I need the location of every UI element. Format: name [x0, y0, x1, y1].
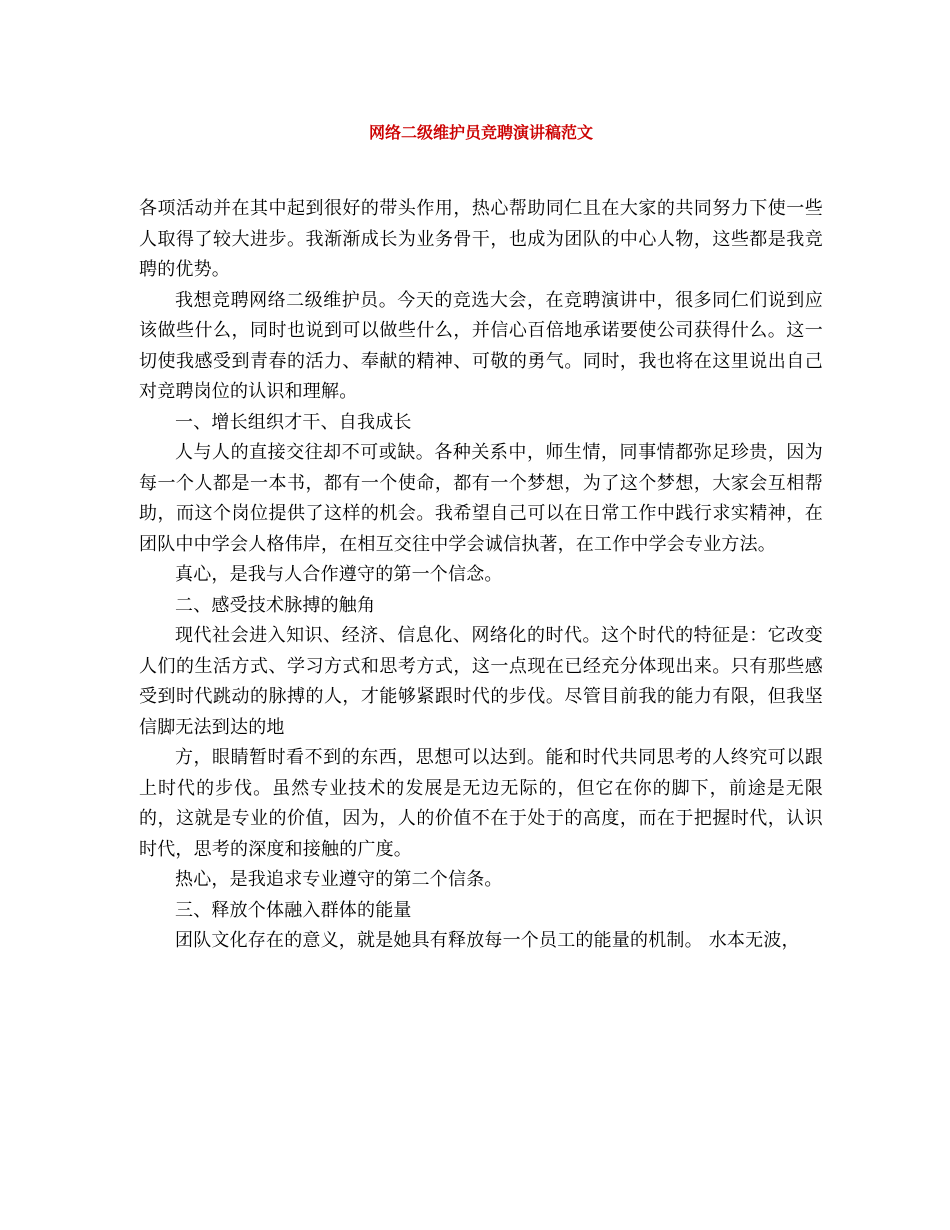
section-heading-3: 三、释放个体融入群体的能量	[175, 899, 412, 921]
document-page	[139, 118, 823, 957]
paragraph-6: 方，眼睛暂时看不到的东西，思想可以达到。能和时代共同思考的人终究可以跟上时代的步伐。虽然专业技术的发展是无边无际的，但它在你的脚下，前途是无限的，这就是专业的价值，因为，人的价值不在于处于的高度，而在于把握时代，认识时代，思考的深度和接触的广度。	[139, 747, 823, 860]
paragraph-2: 我想竞聘网络二级维护员。今天的竞选大会，在竞聘演讲中，很多同仁们说到应该做些什么，同时也说到可以做些什么，并信心百倍地承诺要使公司获得什么。这一切使我感受到青春的活力、奉献的精神、可敬的勇气。同时，我也将在这里说出自己对竞聘岗位的认识和理解。	[139, 289, 823, 402]
document-title: 网络二级维护员竞聘演讲稿范文	[368, 123, 593, 142]
section-heading-1: 一、增长组织才干、自我成长	[175, 411, 412, 433]
paragraph-1: 各项活动并在其中起到很好的带头作用，热心帮助同仁且在大家的共同努力下使一些人取得了较大进步。我渐渐成长为业务骨干，也成为团队的中心人物，这些都是我竞聘的优势。	[139, 198, 823, 280]
paragraph-4: 真心，是我与人合作遵守的第一个信念。	[175, 564, 503, 585]
paragraph-5: 现代社会进入知识、经济、信息化、网络化的时代。这个时代的特征是：它改变人们的生活方式、学习方式和思考方式，这一点现在已经充分体现出来。只有那些感受到时代跳动的脉搏的人，才能够紧跟时代的步伐。尽管目前我的能力有限，但我坚信脚无法到达的地	[139, 625, 823, 738]
paragraph-3: 人与人的直接交往却不可或缺。各种关系中，师生情，同事情都弥足珍贵，因为每一个人都是一本书，都有一个使命，都有一个梦想，为了这个梦想，大家会互相帮助，而这个岗位提供了这样的机会。我希望自己可以在日常工作中践行求实精神，在团队中中学会人格伟岸，在相互交往中学会诚信执著，在工作中学会专业方法。	[139, 442, 823, 555]
section-heading-2: 二、感受技术脉搏的触角	[175, 594, 376, 616]
paragraph-8: 团队文化存在的意义，就是她具有释放每一个员工的能量的机制。 水本无波，	[175, 930, 800, 951]
paragraph-7: 热心，是我追求专业遵守的第二个信条。	[175, 869, 503, 890]
